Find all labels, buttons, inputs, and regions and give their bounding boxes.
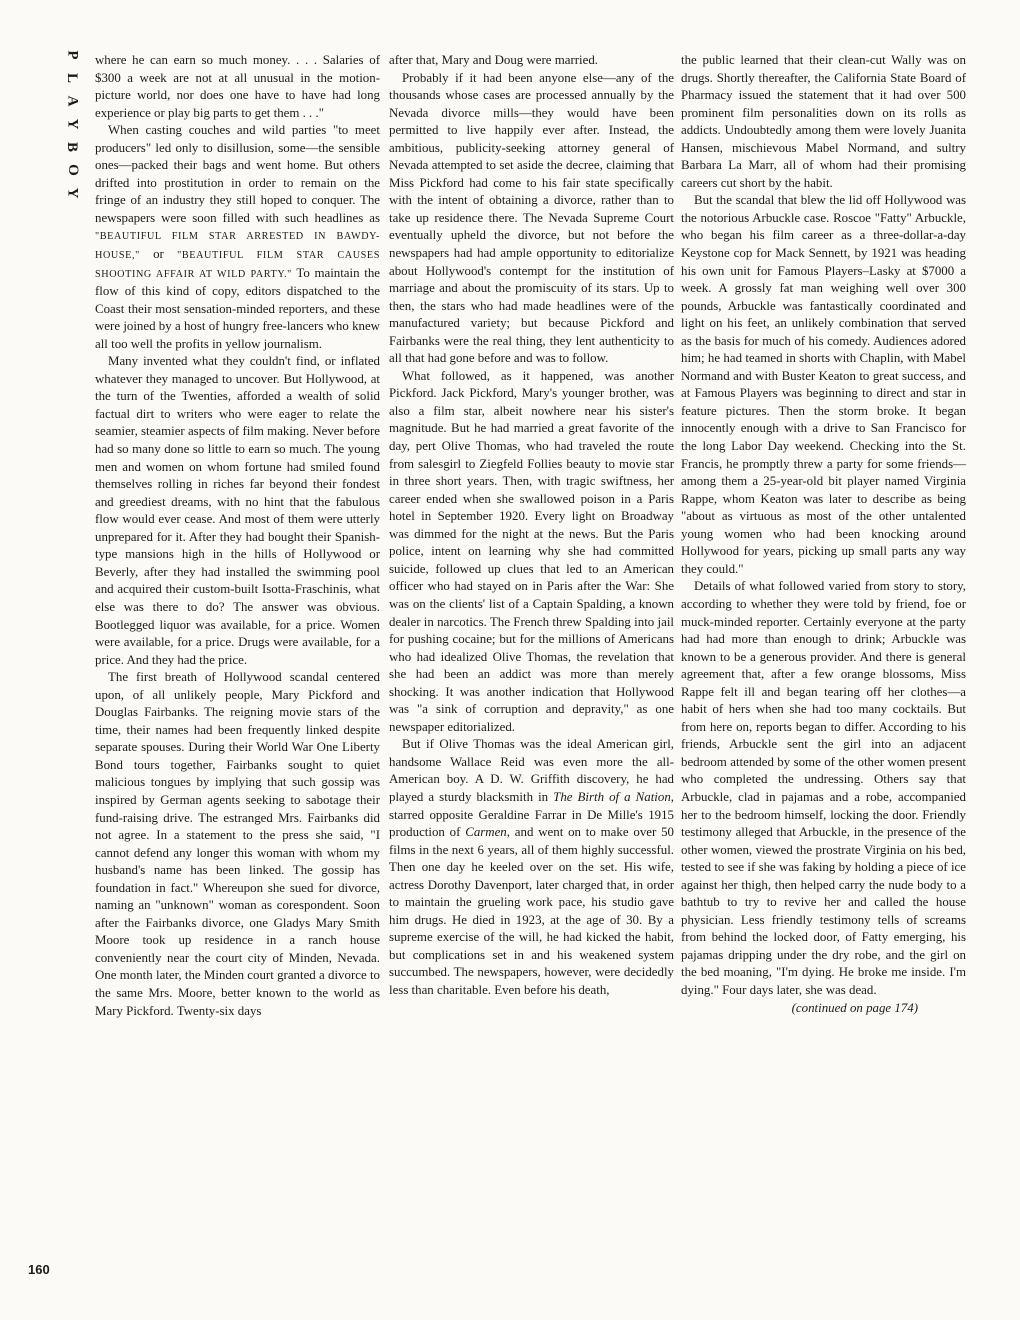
film-title: The Birth of a Nation	[553, 789, 671, 804]
paragraph: But the scandal that blew the lid off Hollywood was the notorious Arbuckle case. Roscoe "Fatty" Arbuckle, who began his film career as a three-dollar-a-day Keystone cop for Mack Sennett, by 1921 was heading his own unit for Famous Players–Lasky at $7000 a week. A grossly fat man weighing well over 300 pounds, Arbuckle was fantastically coordinated and light on his feet, an unlikely combination that served as the basis for much of his comedy. Audiences adored him; he had teamed in shorts with Chaplin, with Mabel Normand and with Buster Keaton to great success, and at Famous Players was beginning to direct and star in feature pictures. Then the storm broke. It began innocently enough with a drive to San Francisco for the long Labor Day weekend. Checking into the St. Francis, he promptly threw a party for some friends—among them a 25-year-old bit player named Virginia Rappe, whom Keaton was later to describe as being "about as virtuous as most of the other untalented young women who had been knocking around Hollywood for years, picking up small parts any way they could."	[681, 193, 966, 576]
paragraph-text: , starred opposite Geraldine Farrar in De Mille's 1915 production of	[389, 789, 674, 840]
paragraph: Probably if it had been anyone else—any of the thousands whose cases are processed annually by the Nevada divorce mills—they would have been permitted to live happily ever after. Instead, the ambitious, publicity-seeking attorney general of Nevada attempted to set aside the decree, claiming that Miss Pickford had come to his fair state specifically with the intent of obtaining a divorce, rather than to take up residence there. The Nevada Supreme Court eventually upheld the divorce, but not before the newspapers had had ample opportunity to editorialize about Hollywood's contempt for the institution of marriage and about the promiscuity of its stars. Up to then, the stars who had made headlines were of the manufactured variety; but because Pickford and Fairbanks were the real thing, they lent authenticity to all that had gone before and was to follow.	[389, 70, 674, 366]
text-column-3	[681, 52, 966, 1017]
paragraph: the public learned that their clean-cut Wally was on drugs. Shortly thereafter, the California State Board of Pharmacy issued the statement that it had over 500 prominent film personalities down on its rolls as addicts. Undoubtedly among them were lovely Juanita Hansen, mischievous Mabel Normand, and sultry Barbara La Marr, all of whom had their promising careers cut short by the habit.	[681, 53, 966, 190]
logo-letter: O	[64, 164, 81, 177]
page-number: 160	[28, 1262, 50, 1277]
paragraph: The first breath of Hollywood scandal centered upon, of all unlikely people, Mary Pickford and Douglas Fairbanks. The reigning movie stars of the time, their names had been frequently linked despite separate spouses. During their World War One Liberty Bond tours together, Fairbanks sought to quiet malicious tongues by implying that such gossip was inspired by German agents seeking to sabotage their fund-raising drive. The estranged Mrs. Fairbanks did not agree. In a statement to the press she said, "I cannot defend any longer this woman with whom my husband's name has been linked. The gossip has foundation in fact." Whereupon she sued for divorce, naming an "unknown" woman as corespondent. Soon after the Fairbanks divorce, one Gladys Mary Smith Moore took up residence in a ranch house conveniently near the court city of Minden, Nevada. One month later, the Minden court granted a divorce to the same Mrs. Moore, better known to the world as Mary Pickford. Twenty-six days	[95, 670, 380, 1018]
logo-letter: B	[64, 141, 81, 154]
continued-on-note: (continued on page 174)	[791, 1000, 918, 1015]
magazine-logo-vertical	[62, 44, 82, 205]
paragraph: Many invented what they couldn't find, or inflated whatever they managed to uncover. But Hollywood, at the turn of the Twenties, afforded a wealth of solid factual dirt to writers who were eager to relate the seamier, steamier aspects of film making. Never before had so many done so little to earn so much. The young men and women on whom fortune had smiled found themselves rolling in riches far beyond their fondest and greediest dreams, with no hint that the fabulous flow would ever cease. And most of them were utterly unprepared for it. After they had bought their Spanish-type mansions high in the hills of Hollywood or Beverly, after they had installed the swimming pool and acquired their custom-built Isotta-Fraschinis, what else was there to do? The answer was obvious. Bootlegged liquor was available, for a price. Women were available, for a price. Drugs were available, for a price. And they had the price.	[95, 354, 380, 667]
paragraph-text: But if Olive Thomas was the ideal American girl, handsome Wallace Reid was even more the all-American boy. A D. W. Griffith discovery, he had played a sturdy blacksmith in	[389, 737, 674, 804]
text-column-1	[95, 52, 380, 1020]
newspaper-headline: "BEAUTIFUL FILM STAR CAUSES SHOOTING AFFAIR AT WILD PARTY."	[95, 250, 381, 280]
paragraph-text: To maintain the flow of this kind of copy, editors dispatched to the Coast their most sensation-minded reporters, and these were joined by a host of hungry free-lancers who knew all too well the profits in yellow journalism.	[95, 265, 380, 351]
paragraph-text: or	[139, 247, 178, 262]
film-title: Carmen	[465, 825, 507, 840]
logo-letter: P	[64, 50, 81, 61]
paragraph: What followed, as it happened, was another Pickford. Jack Pickford, Mary's younger brother, was also a film star, albeit nowhere near his sister's magnitude. But he had married a great favorite of the day, pert Olive Thomas, who had traveled the route from salesgirl to Ziegfeld Follies beauty to movie star in three short years. Then, with tragic swiftness, her career ended when she swallowed poison in a Paris hotel in September 1920. Every light on Broadway was dimmed for the night at the news. But the Paris police, intent on learning why she had committed suicide, followed up clues that led to an American officer who had stayed on in Paris after the War: She was on the clients' list of a Captain Spalding, a known dealer in narcotics. The French threw Spalding into jail for pushing cocaine; but for the millions of Americans who had idealized Olive Thomas, the revelation that she had been an addict was more than merely shocking. It was another indication that Hollywood was "a sink of corruption and depravity," as one newspaper editorialized.	[389, 368, 674, 734]
paragraph: after that, Mary and Doug were married.	[389, 53, 599, 67]
paragraph	[95, 122, 380, 353]
paragraph: where he can earn so much money. . . . Salaries of $300 a week are not at all unusual in the motion-picture world, nor does one have to have had long experience or play big parts to get them . . ."	[95, 53, 380, 120]
logo-letter: Y	[64, 187, 81, 200]
newspaper-headline: "BEAUTIFUL FILM STAR ARRESTED IN BAWDY-HOUSE,"	[95, 231, 380, 262]
paragraph-text: , and went on to make over 50 films in the next 6 years, all of them highly successful. Then one day he keeled over on the set. His wife, actress Dorothy Davenport, later charged that, in order to maintain the grueling work pace, his studio gave him drugs. He died in 1923, at the age of 30. By a supreme exercise of the will, he had kicked the habit, but complications set in and his weakened system succumbed. The newspapers, however, were decidedly less than charitable. Even before his death,	[389, 825, 674, 997]
logo-letter: L	[64, 72, 81, 85]
logo-letter: A	[64, 95, 81, 108]
text-column-2	[389, 52, 674, 1000]
paragraph	[389, 736, 674, 999]
paragraph: Details of what followed varied from story to story, according to whether they were told by friend, foe or muck-minded reporter. Certainly everyone at the party had had more than enough to drink; Arbuckle was known to be a generous provider. And there is general agreement that, after a few orange blossoms, Miss Rappe felt ill and began tearing off her clothes—a habit of hers when she had too many cocktails. But from here on, reports began to differ. According to his friends, Arbuckle sent the girl into an adjacent bedroom attended by some of the other women present who completed the undressing. Others say that Arbuckle, clad in pajamas and a robe, accompanied her to the bedroom himself, locking the door. Friendly testimony alleged that Arbuckle, in the presence of the other women, viewed the prostrate Virginia on his bed, tested to see if she was faking by holding a piece of ice against her thigh, then helped carry the nude body to a bathtub to try to revive her and called the house physician. Less friendly testimony tells of screams from behind the locked door, of Fatty emerging, his pajamas dripping under the dry robe, and the girl on the bed moaning, "I'm dying. He broke me inside. I'm dying." Four days later, she was dead.	[681, 579, 966, 997]
paragraph-text: When casting couches and wild parties "to meet producers" led only to disillusion, some—the sensible ones—packed their bags and went home. But others drifted into prostitution in order to remain on the fringe of an industry they still hoped to conquer. The newspapers were soon filled with such headlines as	[95, 123, 380, 225]
logo-letter: Y	[64, 118, 81, 131]
